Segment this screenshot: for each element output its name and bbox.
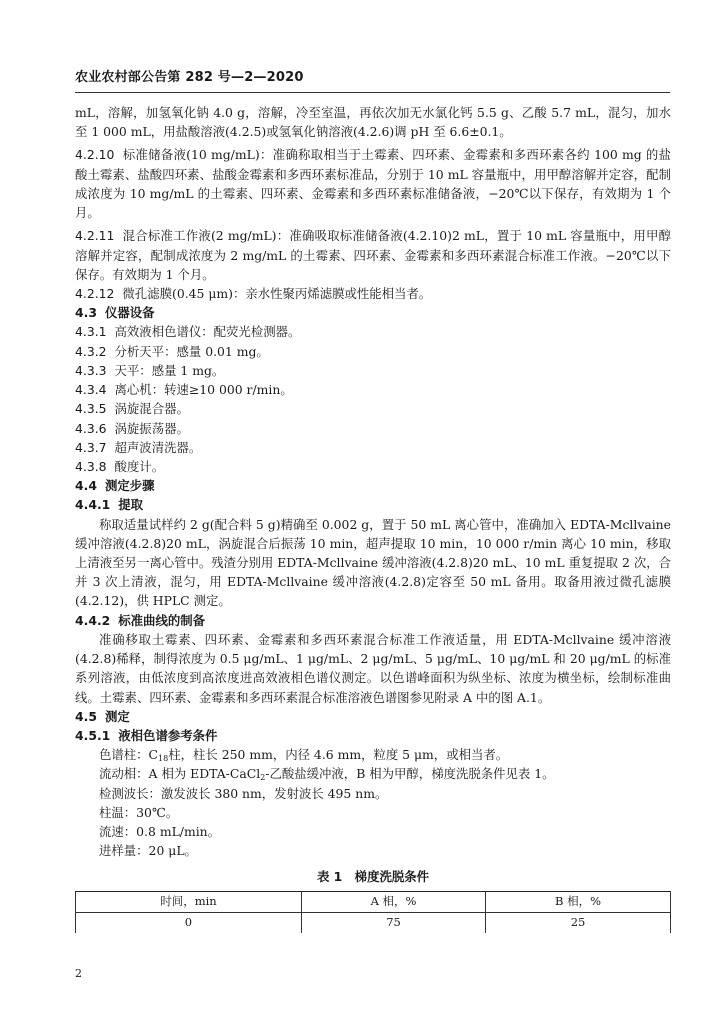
- clause-4-3-5: [75, 399, 671, 418]
- clause-4-3-2: [75, 342, 671, 361]
- condition-text: 色谱柱：C: [99, 747, 159, 763]
- clause-text: 超声波清洗器。: [114, 439, 202, 455]
- clause-number: 4.2.11: [75, 228, 115, 244]
- clause-text: 酸度计。: [114, 458, 165, 474]
- clause-text: 微孔滤膜(0.45 μm)：亲水性聚丙烯滤膜或性能相当者。: [122, 285, 432, 301]
- page-content: [75, 103, 671, 933]
- subsection-title: 液相色谱参考条件: [118, 728, 218, 743]
- clause-4-2-10: [75, 145, 671, 222]
- subsection-heading-4-4-2: [75, 611, 671, 630]
- table-header-cell: B 相，%: [486, 891, 671, 912]
- clause-text: 离心机：转速≥10 000 r/min。: [114, 382, 293, 398]
- section-number: 4.3: [75, 305, 97, 321]
- table-header-cell: A 相，%: [301, 891, 485, 912]
- extraction-paragraph: 称取适量试样约 2 g(配合料 5 g)精确至 0.002 g，置于 50 mL 离心管中，准确加入 EDTA-Mcllvaine 缓冲溶液(4.2.8)20 mL，涡旋混合后振荡 10 min，超声提取 10 min，10 000 r/min 离心 10 min，移取上清液至另一离心管中。残渣分别用 EDTA-Mcllvaine 缓冲溶液(4.2.8)20 mL、10 mL 重复提取 2 次，合并 3 次上清液，混匀，用 EDTA-Mcllvaine 缓冲溶液(4.2.8)定容至 50 mL 备用。取备用液过微孔滤膜(4.2.12)，供 HPLC 测定。: [75, 516, 671, 609]
- table-row: [76, 912, 671, 933]
- table-header-cell: 时间，min: [76, 891, 302, 912]
- page-number: 2: [75, 967, 82, 980]
- condition-text: 柱，柱长 250 mm，内径 4.6 mm，粒度 5 μm，或相当者。: [168, 747, 509, 763]
- clause-text: 天平：感量 1 mg。: [114, 362, 225, 378]
- column-temperature: 柱温：30℃。: [99, 804, 179, 820]
- table-cell: 75: [301, 912, 485, 933]
- clause-text: 混合标准工作液(2 mg/mL)：准确吸取标准储备液(4.2.10)2 mL，置于 10 mL 容量瓶中，用甲醇溶解并定容，配制成浓度为 2 mg/mL 的土霉素、四环素、金霉素和多西环素混合标准工作液。−20℃以下保存。有效期为 1 个月。: [75, 228, 671, 282]
- clause-number: 4.3.1: [75, 324, 107, 340]
- clause-number: 4.3.4: [75, 382, 107, 398]
- subsection-heading-4-5-1: [75, 726, 671, 745]
- section-heading-4-5: [75, 707, 671, 726]
- table-title: 表 1 梯度洗脱条件: [316, 868, 430, 884]
- clause-4-3-3: [75, 361, 671, 380]
- subscript: 18: [158, 754, 169, 764]
- column-condition: [75, 745, 671, 764]
- clause-number: 4.3.3: [75, 362, 107, 378]
- clause-4-3-7: [75, 438, 671, 457]
- header-rule: [75, 92, 670, 93]
- subsection-number: 4.4.1: [75, 497, 111, 513]
- clause-text: 高效液相色谱仪：配荧光检测器。: [114, 324, 301, 340]
- clause-number: 4.2.12: [75, 285, 115, 301]
- clause-4-3-1: [75, 322, 671, 341]
- section-number: 4.4: [75, 478, 97, 494]
- subsection-number: 4.4.2: [75, 612, 111, 628]
- clause-number: 4.3.6: [75, 420, 107, 436]
- clause-number: 4.2.10: [75, 147, 115, 163]
- subsection-title: 标准曲线的制备: [118, 612, 206, 628]
- clause-4-3-6: [75, 419, 671, 438]
- page-header: 农业农村部公告第 282 号—2—2020: [75, 70, 304, 85]
- injection-volume: 进样量：20 μL。: [99, 843, 197, 859]
- clause-text: 涡旋振荡器。: [114, 420, 189, 436]
- section-title: 测定: [104, 708, 130, 724]
- section-title: 仪器设备: [104, 305, 155, 321]
- section-number: 4.5: [75, 708, 97, 724]
- section-heading-4-3: [75, 303, 671, 322]
- subsection-title: 提取: [118, 497, 144, 513]
- clause-4-2-11: [75, 226, 671, 284]
- clause-4-3-4: [75, 380, 671, 399]
- standard-curve-paragraph: 准确移取土霉素、四环素、金霉素和多西环素混合标准工作液适量，用 EDTA-Mcllvaine 缓冲溶液(4.2.8)稀释，制得浓度为 0.5 μg/mL、1 μg/mL、2 μg/mL、5 μg/mL、10 μg/mL 和 20 μg/mL 的标准系列溶液，由低浓度到高浓度进高效液相色谱仪测定。以色谱峰面积为纵坐标、浓度为横坐标，绘制标准曲线。土霉素、四环素、金霉素和多西环素混合标准溶液色谱图参见附录 A 中的图 A.1。: [75, 631, 671, 705]
- condition-text: 流动相：A 相为 EDTA-CaCl: [99, 766, 261, 782]
- table-cell: 25: [486, 912, 671, 933]
- subscript: 2: [260, 773, 266, 783]
- section-title: 测定步骤: [104, 478, 155, 494]
- subsection-heading-4-4-1: [75, 495, 671, 514]
- clause-number: 4.3.2: [75, 343, 107, 359]
- clause-text: 标准储备液(10 mg/mL)：准确称取相当于土霉素、四环素、金霉素和多西环素各约 100 mg 的盐酸土霉素、盐酸四环素、盐酸金霉素和多西环素标准品，分别于 10 mL 容量瓶中，用甲醇溶解并定容，配制成浓度为 10 mg/mL 的土霉素、四环素、金霉素和多西环素标准储备液，−20℃以下保存，有效期为 1 个月。: [75, 147, 671, 221]
- gradient-table: [75, 891, 671, 933]
- clause-number: 4.3.5: [75, 401, 107, 417]
- detection-wavelength: 检测波长：激发波长 380 nm，发射波长 495 nm。: [99, 785, 388, 801]
- clause-number: 4.3.8: [75, 458, 107, 474]
- table-cell: 0: [76, 912, 302, 933]
- table-header-row: [76, 891, 671, 912]
- clause-number: 4.3.7: [75, 439, 107, 455]
- paragraph-buffer-continuation: mL，溶解，加氢氧化钠 4.0 g，溶解，冷至室温，再依次加无水氯化钙 5.5 g、乙酸 5.7 mL，混匀，加水至 1 000 mL，用盐酸溶液(4.2.5)或氢氧化钠溶液(4.2.6)调 pH 至 6.6±0.1。: [75, 105, 671, 140]
- flow-rate: 流速：0.8 mL/min。: [99, 824, 221, 840]
- section-heading-4-4: [75, 476, 671, 495]
- clause-4-3-8: [75, 457, 671, 476]
- mobile-phase-condition: [75, 764, 671, 783]
- subsection-number: 4.5.1: [75, 728, 111, 743]
- clause-text: 分析天平：感量 0.01 mg。: [114, 343, 269, 359]
- clause-4-2-12: [75, 284, 671, 303]
- clause-text: 涡旋混合器。: [114, 401, 189, 417]
- condition-text: -乙酸盐缓冲液，B 相为甲醇，梯度洗脱条件见表 1。: [265, 766, 555, 782]
